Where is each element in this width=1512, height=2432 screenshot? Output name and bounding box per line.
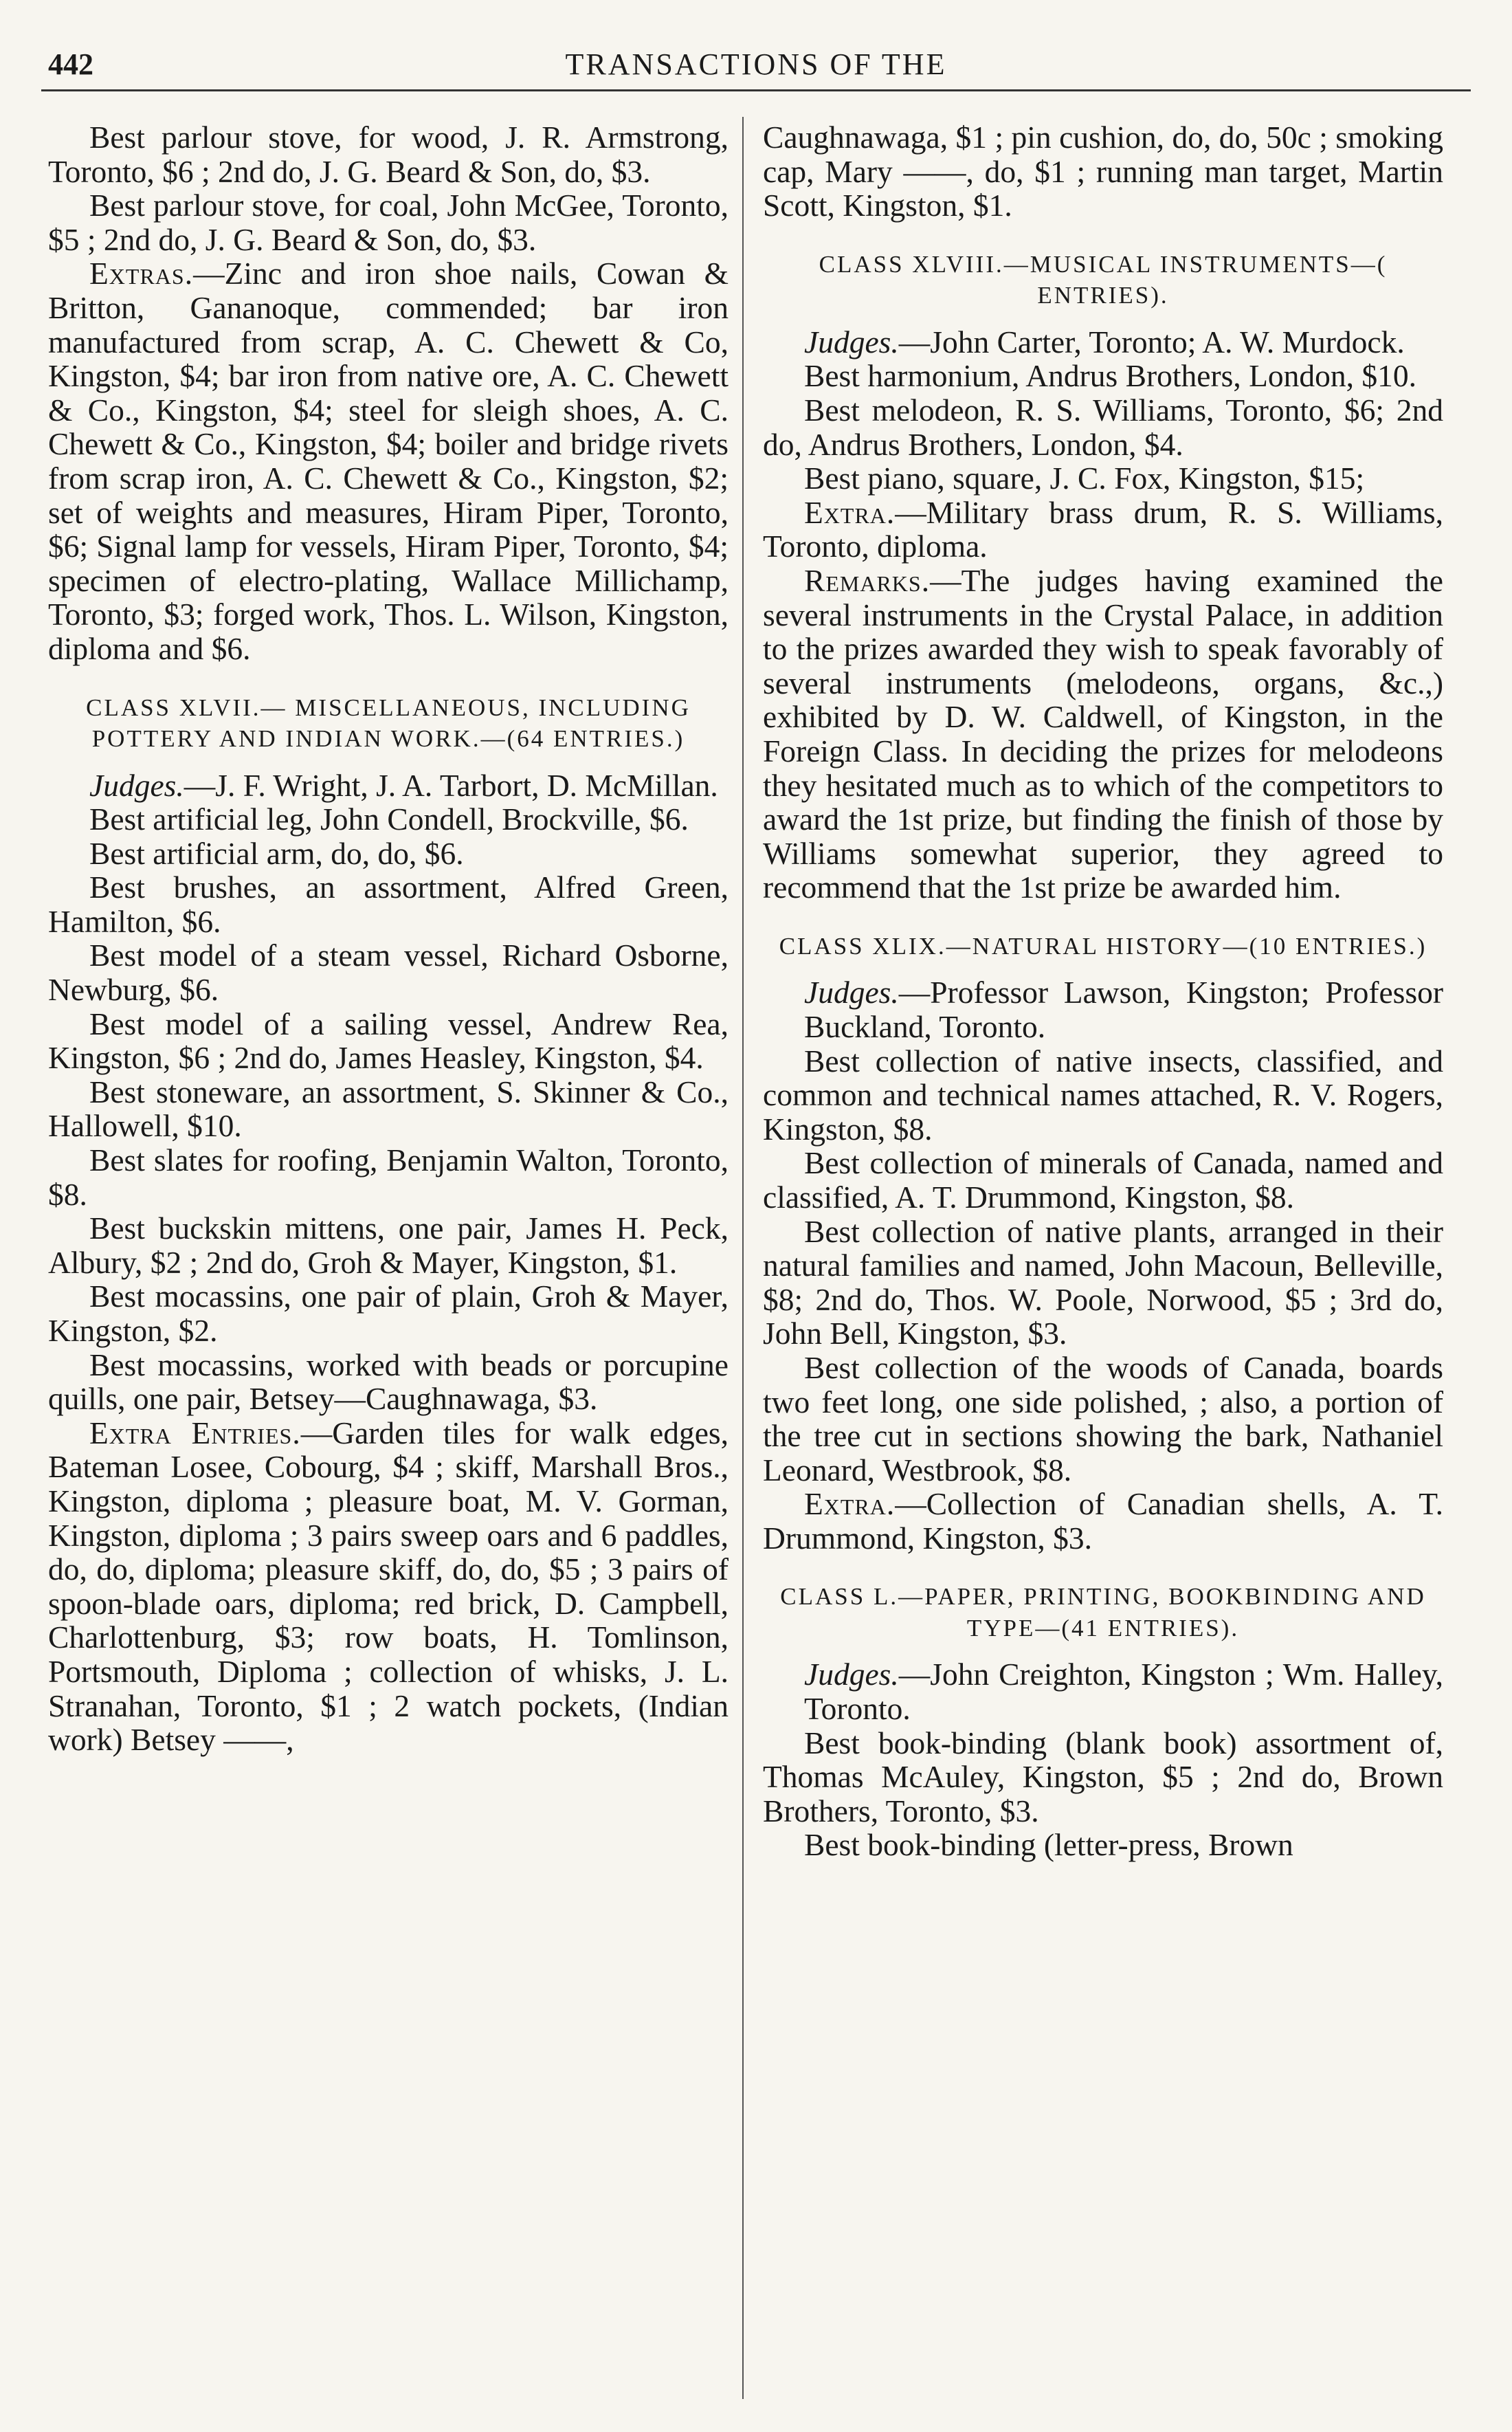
- right-column: [763, 120, 1443, 1862]
- paragraph-lead: Extra Entries.: [89, 1415, 301, 1450]
- judges-paragraph: [763, 975, 1443, 1043]
- entry-paragraph: [48, 1075, 729, 1143]
- entry-paragraph: [763, 1351, 1443, 1487]
- page-number: 442: [48, 47, 93, 81]
- paragraph-text: —J. F. Wright, J. A. Tarbort, D. McMillan.: [184, 767, 718, 803]
- entry-paragraph: [763, 564, 1443, 905]
- paragraph-lead: Extra.: [804, 494, 896, 530]
- entry-paragraph: [763, 1146, 1443, 1214]
- paragraph-text: —John Creighton, Kingston ; Wm. Halley, Toronto.: [804, 1657, 1443, 1727]
- column-divider: [742, 117, 744, 2399]
- paragraph-text: Best artificial arm, do, do, $6.: [89, 835, 464, 871]
- judges-paragraph: [763, 325, 1443, 360]
- paragraph-text: Best buckskin mittens, one pair, James H. Peck, Albury, $2 ; 2nd do, Groh & Mayer, Kingston, $1.: [48, 1211, 729, 1280]
- entry-paragraph: [48, 1416, 729, 1757]
- paragraph-text: —Garden tiles for walk edges, Bateman Losee, Cobourg, $4 ; skiff, Marshall Bros., Kingston, diploma ; pleasure boat, M. V. Gorman, Kingston, diploma ; 3 pairs sweep oars and 6 paddles, do, do, diploma; pleasure skiff, do, do, $5 ; 3 pairs of spoon-blade oars, diploma; red brick, D. Campbell, Charlottenburg, $3; row boats, H. Tomlinson, Portsmouth, Diploma ; collection of whisks, J. L. Stranahan, Toronto, $1 ; 2 watch pockets, (Indian work) Betsey ——,: [48, 1415, 729, 1758]
- class-heading: CLASS L.—PAPER, PRINTING, BOOKBINDING AND TYPE—(41 ENTRIES).: [780, 1583, 1426, 1641]
- class-heading: CLASS XLVII.— MISCELLANEOUS, INCLUDING POTTERY AND INDIAN WORK.—(64 ENTRIES.): [86, 694, 691, 752]
- entry-paragraph: [48, 938, 729, 1006]
- entry-paragraph: [48, 1279, 729, 1347]
- paragraph-text: Best book-binding (letter-press, Brown: [804, 1827, 1293, 1863]
- entry-paragraph: [763, 1487, 1443, 1555]
- paragraph-text: Best collection of minerals of Canada, named and classified, A. T. Drummond, Kingston, $8.: [763, 1145, 1443, 1215]
- entry-paragraph: [48, 1007, 729, 1075]
- paragraph-text: Best collection of native plants, arranged in their natural families and named, John Macoun, Belleville, $8; 2nd do, Thos. W. Poole, Norwood, $5 ; 3rd do, John Bell, Kingston, $3.: [763, 1213, 1443, 1351]
- paragraph-text: —Professor Lawson, Kingston; Professor Buckland, Toronto.: [804, 975, 1443, 1044]
- entry-paragraph: [763, 1726, 1443, 1828]
- paragraph-text: —Military brass drum, R. S. Williams, Toronto, diploma.: [763, 494, 1443, 564]
- paragraph-text: Best collection of the woods of Canada, boards two feet long, one side polished, ; also, a portion of the tree cut in sections showing the bark, Nathaniel Leonard, Westbrook, $8.: [763, 1349, 1443, 1488]
- entry-paragraph: [48, 1211, 729, 1279]
- entry-paragraph: [763, 1828, 1443, 1862]
- judges-paragraph: [763, 1657, 1443, 1725]
- paragraph-text: Best mocassins, one pair of plain, Groh & Mayer, Kingston, $2.: [48, 1279, 729, 1348]
- entry-paragraph: [763, 120, 1443, 223]
- paragraph-lead: Extras.: [89, 256, 194, 291]
- entry-paragraph: [763, 1044, 1443, 1147]
- paragraph-lead: Remarks.: [804, 562, 931, 598]
- paragraph-text: Caughnawaga, $1 ; pin cushion, do, do, 50c ; smoking cap, Mary ——, do, $1 ; running man target, Martin Scott, Kingston, $1.: [763, 120, 1443, 223]
- entry-paragraph: [763, 359, 1443, 393]
- paragraph-text: Best harmonium, Andrus Brothers, London, $10.: [804, 358, 1416, 394]
- entry-paragraph: [48, 1348, 729, 1416]
- paragraph-text: Best book-binding (blank book) assortment of, Thomas McAuley, Kingston, $5 ; 2nd do, Brown Brothers, Toronto, $3.: [763, 1725, 1443, 1828]
- left-column: [48, 120, 729, 1757]
- paragraph-lead: Judges.: [804, 324, 899, 360]
- paragraph-lead: Extra.: [804, 1486, 896, 1522]
- paragraph-text: Best brushes, an assortment, Alfred Green, Hamilton, $6.: [48, 870, 729, 939]
- paragraph-text: Best parlour stove, for wood, J. R. Armstrong, Toronto, $6 ; 2nd do, J. G. Beard & Son, do, $3.: [48, 120, 729, 189]
- paragraph-text: Best artificial leg, John Condell, Brockville, $6.: [89, 802, 689, 837]
- entry-paragraph: [48, 120, 729, 188]
- entry-paragraph: [763, 496, 1443, 564]
- class-heading: CLASS XLVIII.—MUSICAL INSTRUMENTS—( ENTRIES).: [819, 250, 1388, 309]
- running-title: TRANSACTIONS OF THE: [565, 47, 947, 81]
- entry-paragraph: [48, 837, 729, 871]
- paragraph-text: Best stoneware, an assortment, S. Skinner & Co., Hallowell, $10.: [48, 1074, 729, 1144]
- paragraph-text: Best melodeon, R. S. Williams, Toronto, $6; 2nd do, Andrus Brothers, London, $4.: [763, 392, 1443, 462]
- paragraph-lead: Judges.: [89, 767, 184, 803]
- paragraph-text: —Zinc and iron shoe nails, Cowan & Britton, Gananoque, commended; bar iron manufactured from scrap, A. C. Chewett & Co, Kingston, $4; bar iron from native ore, A. C. Chewett & Co., Kingston, $4; steel for sleigh shoes, A. C. Chewett & Co., Kingston, $4; boiler and bridge rivets from scrap iron, A. C. Chewett & Co., Kingston, $2; set of weights and measures, Hiram Piper, Toronto, $6; Signal lamp for vessels, Hiram Piper, Toronto, $4; specimen of electro-plating, Wallace Millichamp, Toronto, $3; forged work, Thos. L. Wilson, Kingston, diploma and $6.: [48, 256, 729, 666]
- paragraph-text: Best model of a sailing vessel, Andrew Rea, Kingston, $6 ; 2nd do, James Heasley, Kingston, $4.: [48, 1006, 729, 1076]
- entry-paragraph: [48, 870, 729, 938]
- paragraph-lead: Judges.: [804, 975, 899, 1010]
- entry-paragraph: [48, 188, 729, 256]
- entry-paragraph: [48, 802, 729, 837]
- entry-paragraph: [48, 256, 729, 665]
- paragraph-text: —Collection of Canadian shells, A. T. Drummond, Kingston, $3.: [763, 1486, 1443, 1556]
- entry-paragraph: [763, 1215, 1443, 1351]
- judges-paragraph: [48, 769, 729, 803]
- paragraph-text: Best slates for roofing, Benjamin Walton, Toronto, $8.: [48, 1142, 729, 1212]
- entry-paragraph: [763, 393, 1443, 461]
- paragraph-text: Best piano, square, J. C. Fox, Kingston, $15;: [804, 461, 1365, 496]
- paragraph-text: Best model of a steam vessel, Richard Osborne, Newburg, $6.: [48, 938, 729, 1008]
- paragraph-text: —The judges having examined the several instruments in the Crystal Palace, in addition to the prizes awarded they wish to speak favorably of several instruments (melodeons, organs, &c.,) exhibited by D. W. Caldwell, of Kingston, in the Foreign Class. In deciding the prizes for melodeons they hesitated much as to which of the competitors to award the 1st prize, but finding the finish of those by Williams somewhat superior, they agreed to recommend that the 1st prize be awarded him.: [763, 562, 1443, 905]
- page-header: [41, 27, 1471, 91]
- paragraph-text: Best collection of native insects, classified, and common and technical names attached, R. V. Rogers, Kingston, $8.: [763, 1043, 1443, 1147]
- entry-paragraph: [48, 1143, 729, 1211]
- paragraph-text: Best parlour stove, for coal, John McGee, Toronto, $5 ; 2nd do, J. G. Beard & Son, do, $3.: [48, 188, 729, 257]
- class-heading: CLASS XLIX.—NATURAL HISTORY—(10 ENTRIES.): [779, 932, 1427, 960]
- entry-paragraph: [763, 461, 1443, 496]
- paragraph-text: —John Carter, Toronto; A. W. Murdock.: [898, 324, 1405, 360]
- paragraph-lead: Judges.: [804, 1657, 899, 1692]
- paragraph-text: Best mocassins, worked with beads or porcupine quills, one pair, Betsey—Caughnawaga, $3.: [48, 1347, 729, 1417]
